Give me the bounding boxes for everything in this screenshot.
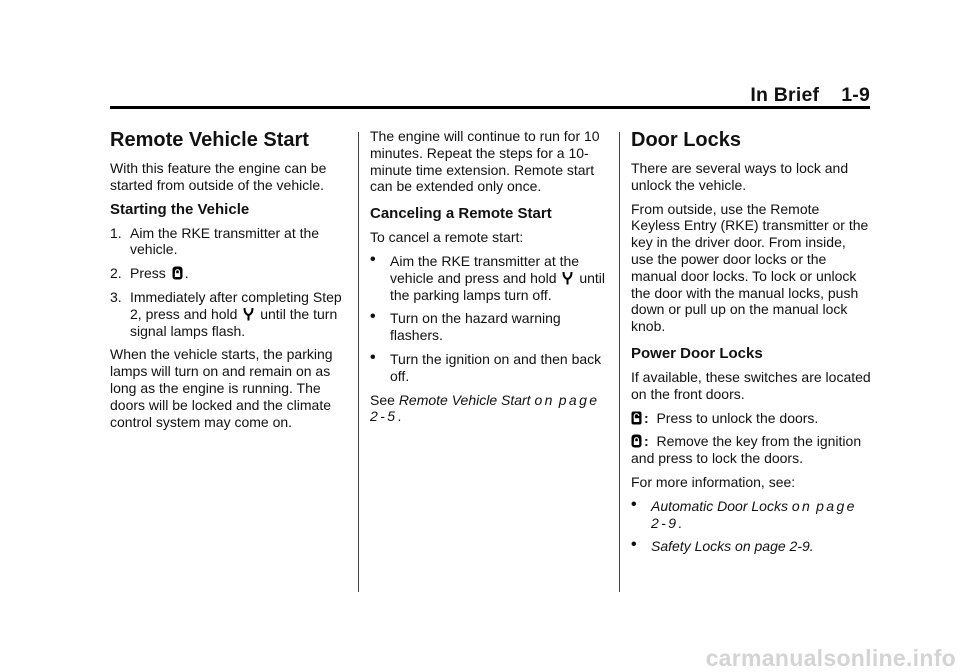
page-number: 1-9 — [841, 84, 870, 106]
switch-location: If available, these switches are located on the front doors. — [631, 368, 871, 402]
after-start-text: When the vehicle starts, the parking lamps will turn on and remain on as long as the engine is running. The doors will be locked and the climate control system may come on. — [110, 346, 333, 430]
unlock-instruction: : Press to unlock the doors. — [631, 410, 871, 427]
subhead-starting-vehicle: Starting the Vehicle — [110, 200, 250, 218]
step-3: 3. Immediately after completing Step 2, press and hold until the turn signal lamps flash. — [110, 288, 342, 339]
section-name: In Brief — [750, 84, 820, 106]
section-title-door-locks: Door Locks — [631, 129, 742, 151]
header-text — [750, 84, 870, 107]
ref-bullet-1: • Automatic Door Locks on page 2-9. — [631, 495, 857, 531]
link-automatic-door-locks[interactable]: Automatic Door Locks — [651, 497, 788, 514]
column-1 — [110, 128, 348, 437]
cancel-bullet-3: • Turn the ignition on and then back off. — [370, 348, 602, 384]
watermark: carmanualsonline.info — [705, 645, 956, 671]
bullet-icon: • — [370, 348, 376, 366]
remote-start-icon — [243, 307, 254, 321]
subhead-canceling: Canceling a Remote Start — [370, 205, 552, 223]
cancel-bullet-1: • Aim the RKE transmitter at the vehicle and press and hold until the parking lamps turn off. — [370, 250, 606, 303]
lock-icon — [631, 434, 642, 448]
header-rule — [110, 106, 870, 109]
step-1: 1. Aim the RKE transmitter at the vehicle. — [110, 224, 320, 258]
lock-icon — [172, 266, 183, 280]
run-time-text: The engine will continue to run for 10 minutes. Repeat the steps for a 10-minute time extension. Remote start can be extended only once. — [370, 128, 600, 195]
more-info-lead: For more information, see: — [631, 473, 796, 490]
subhead-power-door-locks: Power Door Locks — [631, 344, 763, 362]
cancel-lead: To cancel a remote start: — [370, 229, 524, 246]
page-header — [110, 84, 870, 106]
step-2: 2. Press . — [110, 265, 189, 282]
link-remote-vehicle-start[interactable]: Remote Vehicle Start — [398, 391, 531, 408]
column-divider-2 — [619, 132, 620, 592]
column-divider-1 — [358, 132, 359, 592]
link-page-2-5[interactable]: page 2-5 — [370, 391, 600, 425]
door-locks-outside: From outside, use the Remote Keyless Entry (RKE) transmitter or the key in the driver door. From inside, use the power door locks or the manual door locks. To lock or unlock the door with the manual locks, push down or pull up on the manual lock knob. — [631, 200, 869, 335]
bullet-icon: • — [631, 536, 637, 554]
see-reference: See Remote Vehicle Start on page 2-5. — [370, 391, 600, 425]
door-locks-intro: There are several ways to lock and unlock the vehicle. — [631, 160, 849, 193]
bullet-icon: • — [631, 495, 637, 513]
section-title-remote-start: Remote Vehicle Start — [110, 129, 309, 151]
column-3 — [631, 128, 871, 562]
bullet-icon: • — [370, 250, 376, 268]
cancel-bullet-2: • Turn on the hazard warning flashers. — [370, 308, 561, 344]
unlock-icon — [631, 411, 642, 425]
column-2 — [370, 128, 606, 432]
link-safety-locks[interactable]: Safety Locks on page 2-9. — [651, 538, 814, 555]
lock-instruction: : Remove the key from the ignition and press to lock the doors. — [631, 433, 862, 467]
remote-start-icon — [562, 271, 573, 285]
bullet-icon: • — [370, 308, 376, 326]
link-page-2-9[interactable]: page 2-9 — [651, 497, 857, 531]
ref-bullet-2 — [631, 538, 871, 555]
remote-start-intro: With this feature the engine can be started from outside of the vehicle. — [110, 160, 327, 193]
